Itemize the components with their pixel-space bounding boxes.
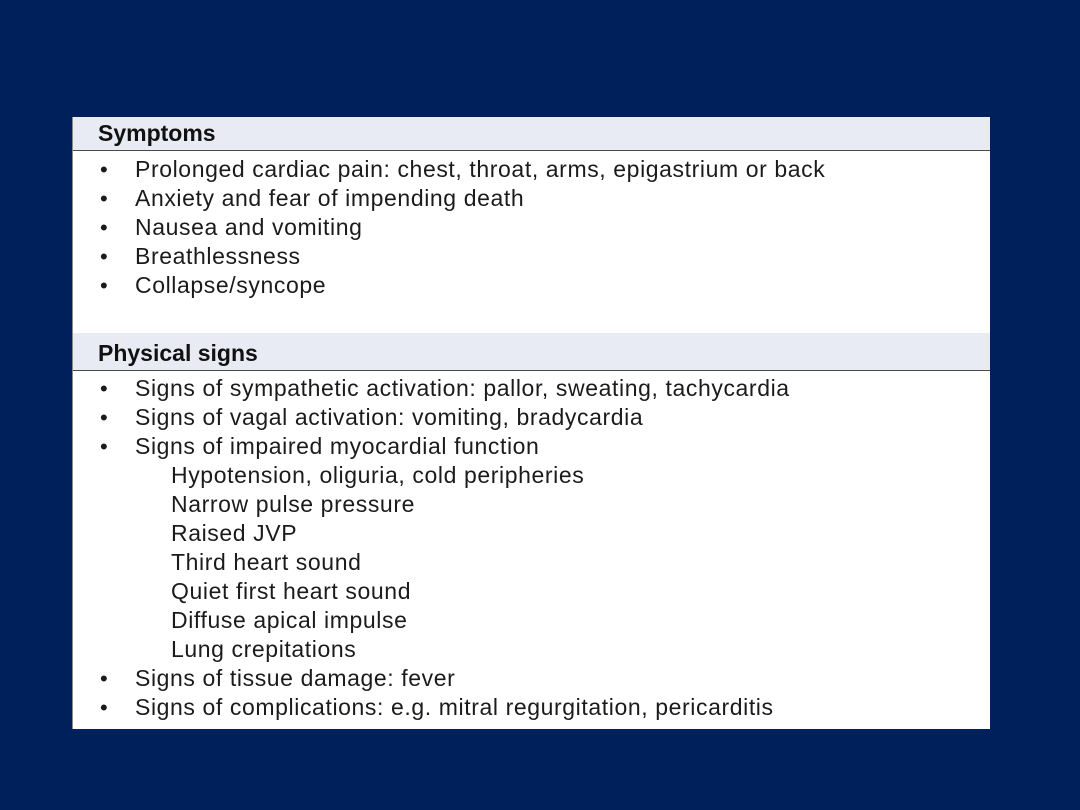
list-item — [73, 374, 990, 403]
sub-list-item — [73, 577, 990, 606]
sub-list-item-text: Diffuse apical impulse — [171, 607, 408, 633]
list-item — [73, 213, 990, 242]
list-item — [73, 242, 990, 271]
physical-signs-list — [73, 374, 990, 722]
list-item-text: Anxiety and fear of impending death — [135, 185, 525, 211]
sub-list-item — [73, 548, 990, 577]
list-item — [73, 184, 990, 213]
sub-list-item-text: Third heart sound — [171, 549, 362, 575]
list-item — [73, 155, 990, 184]
section-title-symptoms: Symptoms — [98, 120, 216, 146]
list-item-text: Nausea and vomiting — [135, 214, 363, 240]
list-item-text: Breathlessness — [135, 243, 301, 269]
list-item — [73, 693, 990, 722]
list-item — [73, 664, 990, 693]
sub-list-item-text: Narrow pulse pressure — [171, 491, 415, 517]
sub-list-item-text: Raised JVP — [171, 520, 298, 546]
sub-list-item-text: Quiet first heart sound — [171, 578, 412, 604]
sub-list-item-text: Hypotension, oliguria, cold peripheries — [171, 462, 585, 488]
list-item-text: Signs of sympathetic activation: pallor, sweating, tachycardia — [135, 375, 790, 401]
list-item-text: Signs of impaired myocardial function — [135, 433, 540, 459]
sub-list-item-text: Lung crepitations — [171, 636, 357, 662]
list-item — [73, 432, 990, 461]
list-item-text: Signs of vagal activation: vomiting, bradycardia — [135, 404, 644, 430]
list-item-text: • Prolonged cardiac pain: chest, throat, arms, epigastrium or back — [135, 156, 826, 182]
list-item — [73, 403, 990, 432]
sub-list-item — [73, 606, 990, 635]
section-header-physical-signs — [73, 333, 990, 371]
list-item — [73, 271, 990, 300]
list-item-text: Collapse/syncope — [135, 272, 327, 298]
sub-list-item — [73, 461, 990, 490]
symptoms-list — [73, 155, 990, 300]
list-item-text: Signs of tissue damage: fever — [135, 665, 456, 691]
sub-list-item — [73, 635, 990, 664]
list-item-text: Signs of complications: e.g. mitral regurgitation, pericarditis — [135, 694, 774, 720]
clinical-features-table — [72, 117, 990, 729]
section-header-symptoms — [73, 117, 990, 151]
sub-list-item — [73, 490, 990, 519]
sub-list-item — [73, 519, 990, 548]
section-title-physical-signs: Physical signs — [98, 340, 258, 366]
